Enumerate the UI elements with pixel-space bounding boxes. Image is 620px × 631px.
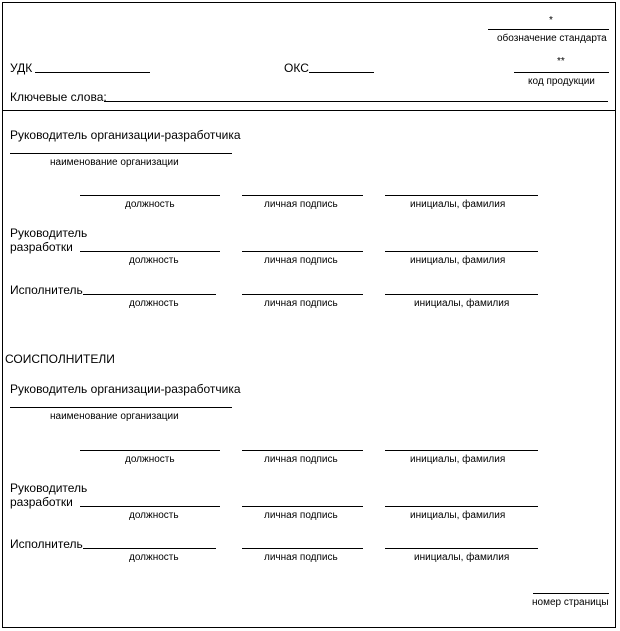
standard-designation-caption: обозначение стандарта [497,33,607,44]
oks-label: ОКС [284,61,309,75]
coexec-executor-label: Исполнитель [10,537,83,551]
coexec-org-head-name-field[interactable] [385,450,538,451]
header-divider [3,110,616,111]
executor-label: Исполнитель [10,283,83,297]
dev-head-name-field[interactable] [385,251,538,252]
org-head-position-field[interactable] [80,195,220,196]
coexec-org-head-name-caption: инициалы, фамилия [410,454,506,465]
coexecutors-section-title: СОИСПОЛНИТЕЛИ [5,352,115,366]
standard-designation-field[interactable] [488,29,609,30]
coexec-org-head-signature-field[interactable] [242,450,363,451]
page-number-caption: номер страницы [532,597,609,608]
coexec-org-name-field[interactable] [10,407,232,408]
coexec-dev-head-name-caption: инициалы, фамилия [410,510,506,521]
coexec-org-name-caption: наименование организации [50,411,179,422]
product-code-caption: код продукции [528,76,595,87]
coexec-executor-name-caption: инициалы, фамилия [414,552,510,563]
coexec-executor-signature-caption: личная подпись [264,552,338,563]
org-head-name-caption: инициалы, фамилия [410,199,506,210]
developer-org-name-caption: наименование организации [50,157,179,168]
coexec-dev-head-name-field[interactable] [385,506,538,507]
dev-head-label-line1: Руководитель [10,226,88,240]
standard-footnote-mark: * [549,15,553,26]
keywords-label: Ключевые слова: [10,90,107,104]
udk-field[interactable] [35,72,150,73]
coexec-dev-head-signature-caption: личная подпись [264,510,338,521]
org-head-position-caption: должность [125,199,175,210]
coexec-executor-position-caption: должность [129,552,179,563]
executor-position-caption: должность [129,298,179,309]
coexec-executor-position-field[interactable] [83,548,216,549]
coexec-org-head-position-caption: должность [125,454,175,465]
coexec-org-head-signature-caption: личная подпись [264,454,338,465]
udk-label: УДК [10,61,33,75]
coexec-executor-name-field[interactable] [385,548,538,549]
executor-signature-field[interactable] [242,294,363,295]
coexec-org-head-label: Руководитель организации-разработчика [10,382,241,396]
product-code-field[interactable] [514,72,609,73]
oks-field[interactable] [309,72,374,73]
executor-name-caption: инициалы, фамилия [414,298,510,309]
dev-head-position-caption: должность [129,255,179,266]
dev-head-position-field[interactable] [80,251,220,252]
developer-org-name-field[interactable] [10,153,232,154]
developer-org-head-label: Руководитель организации-разработчика [10,128,241,142]
dev-head-name-caption: инициалы, фамилия [410,255,506,266]
coexec-dev-head-position-field[interactable] [80,506,220,507]
coexec-org-head-position-field[interactable] [80,450,220,451]
coexec-dev-head-label-line2: разработки [10,495,73,509]
executor-name-field[interactable] [385,294,538,295]
dev-head-label-line2: разработки [10,240,73,254]
keywords-field[interactable] [104,101,608,102]
executor-signature-caption: личная подпись [264,298,338,309]
page-number-field[interactable] [533,593,609,594]
coexec-executor-signature-field[interactable] [242,548,363,549]
coexec-dev-head-position-caption: должность [129,510,179,521]
coexec-dev-head-label-line1: Руководитель [10,481,88,495]
dev-head-signature-caption: личная подпись [264,255,338,266]
coexec-dev-head-signature-field[interactable] [242,506,363,507]
org-head-signature-caption: личная подпись [264,199,338,210]
dev-head-signature-field[interactable] [242,251,363,252]
org-head-name-field[interactable] [385,195,538,196]
org-head-signature-field[interactable] [242,195,363,196]
executor-position-field[interactable] [83,294,216,295]
product-footnote-mark: ** [557,56,565,67]
